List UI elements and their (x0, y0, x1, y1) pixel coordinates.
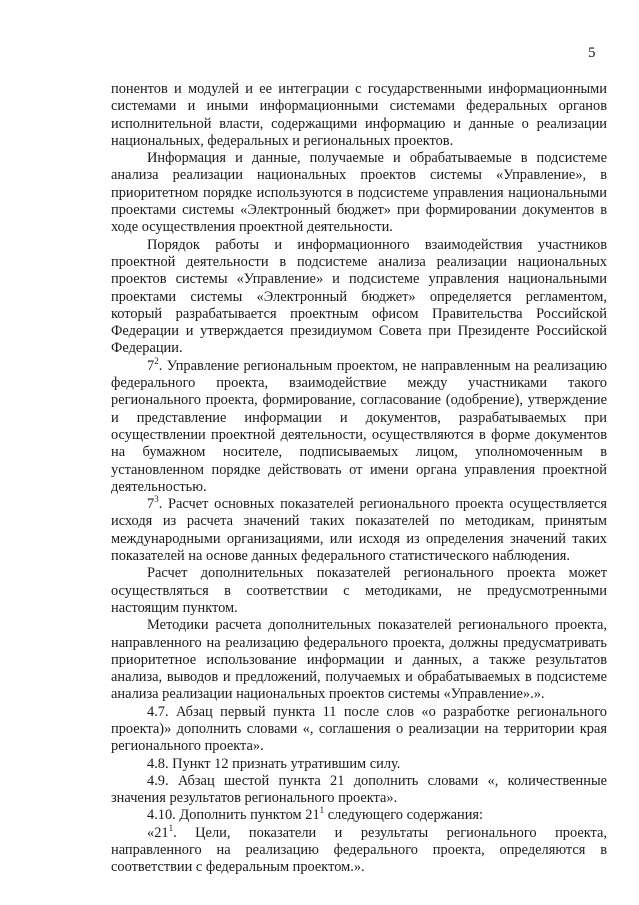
paragraph (111, 150, 607, 236)
superscript: 1 (168, 822, 174, 833)
paragraph-text: 4.8. Пункт 12 признать утратившим силу. (147, 755, 401, 772)
paragraph (111, 81, 607, 150)
paragraph (111, 822, 607, 877)
paragraph (111, 565, 607, 617)
paragraph-text: Методики расчета дополнительных показателей регионального проекта, направленного на реализацию федерального проекта, должны предусматривать приоритетное использование информации и данных, а также результатов анализа, выводов и предложений, получаемых и обрабатываемых в подсистеме анализа реализации национальных проектов системы «Управление».». (111, 617, 607, 703)
paragraph-number: «21 (147, 824, 169, 841)
paragraph-text: Информация и данные, получаемые и обрабатываемые в подсистеме анализа реализации национальных проектов системы «Управление», в приоритетном порядке используются в подсистеме управления национальными проектами системы «Электронный бюджет» при формировании документов в ходе осуществления проектной деятельности. (111, 150, 607, 236)
paragraph (111, 617, 607, 703)
paragraph-text: . Управление региональным проектом, не направленным на реализацию федерального проекта, взаимодействие между участниками такого регионального проекта, формирование, согласование (одобрение), утверждение и представление информации и документов, разрабатываемых при осуществлении проектной деятельности, осуществляются в форме документов на бумажном носителе, подписываемых лицом, уполномоченным в установленном порядке действовать от имени органа управления проектной деятельностью. (111, 357, 607, 495)
paragraph (111, 704, 607, 756)
paragraph (111, 496, 607, 565)
paragraph (111, 756, 607, 773)
paragraph-text: следующего содержания: (324, 807, 484, 824)
paragraph-text: Порядок работы и информационного взаимодействия участников проектной деятельности в подсистеме анализа реализации национальных проектов системы «Управление» и подсистеме управления национальными проектами системы «Электронный бюджет» определяется регламентом, который разрабатывается проектным офисом Правительства Российской Федерации и утверждается президиумом Совета при Президенте Российской Федерации. (111, 236, 607, 357)
paragraph-text: Расчет дополнительных показателей регионального проекта может осуществляться в соответствии с методиками, не предусмотренными настоящим пунктом. (111, 565, 607, 616)
superscript: 3 (154, 494, 159, 505)
paragraph-text: . Цели, показатели и результаты регионального проекта, направленного на реализацию федерального проекта, определяются в соответствии с федеральным проектом.». (111, 824, 607, 876)
paragraph-text: . Расчет основных показателей регионального проекта осуществляется исходя из расчета значений таких показателей по методикам, принятым международными организациями, или исходя из определения значений таких показателей на основе данных федерального статистического наблюдения. (111, 496, 607, 565)
paragraph (111, 773, 607, 808)
paragraph-text: 4.7. Абзац первый пункта 11 после слов «о разработке регионального проекта)» дополнить словами «, соглашения о реализации на территории края регионального проекта». (111, 703, 607, 755)
superscript: 1 (319, 805, 325, 816)
superscript: 2 (154, 355, 159, 366)
paragraph (111, 237, 607, 358)
document-body (111, 81, 607, 877)
page-number: 5 (588, 45, 596, 61)
paragraph-text: понентов и модулей и ее интеграции с государственными информационными системами и иными информационными системами федеральных органов исполнительной власти, содержащими информацию и данные о реализации национальных, федеральных и региональных проектов. (111, 81, 607, 149)
paragraph-number: 7 (147, 357, 155, 374)
paragraph-number: 4.10. Дополнить пунктом 21 (147, 807, 320, 824)
paragraph-text: 4.9. Абзац шестой пункта 21 дополнить словами «, количественные значения результатов регионального проекта». (111, 772, 607, 807)
paragraph (111, 807, 607, 824)
paragraph-number: 7 (147, 496, 155, 513)
paragraph (111, 355, 607, 496)
